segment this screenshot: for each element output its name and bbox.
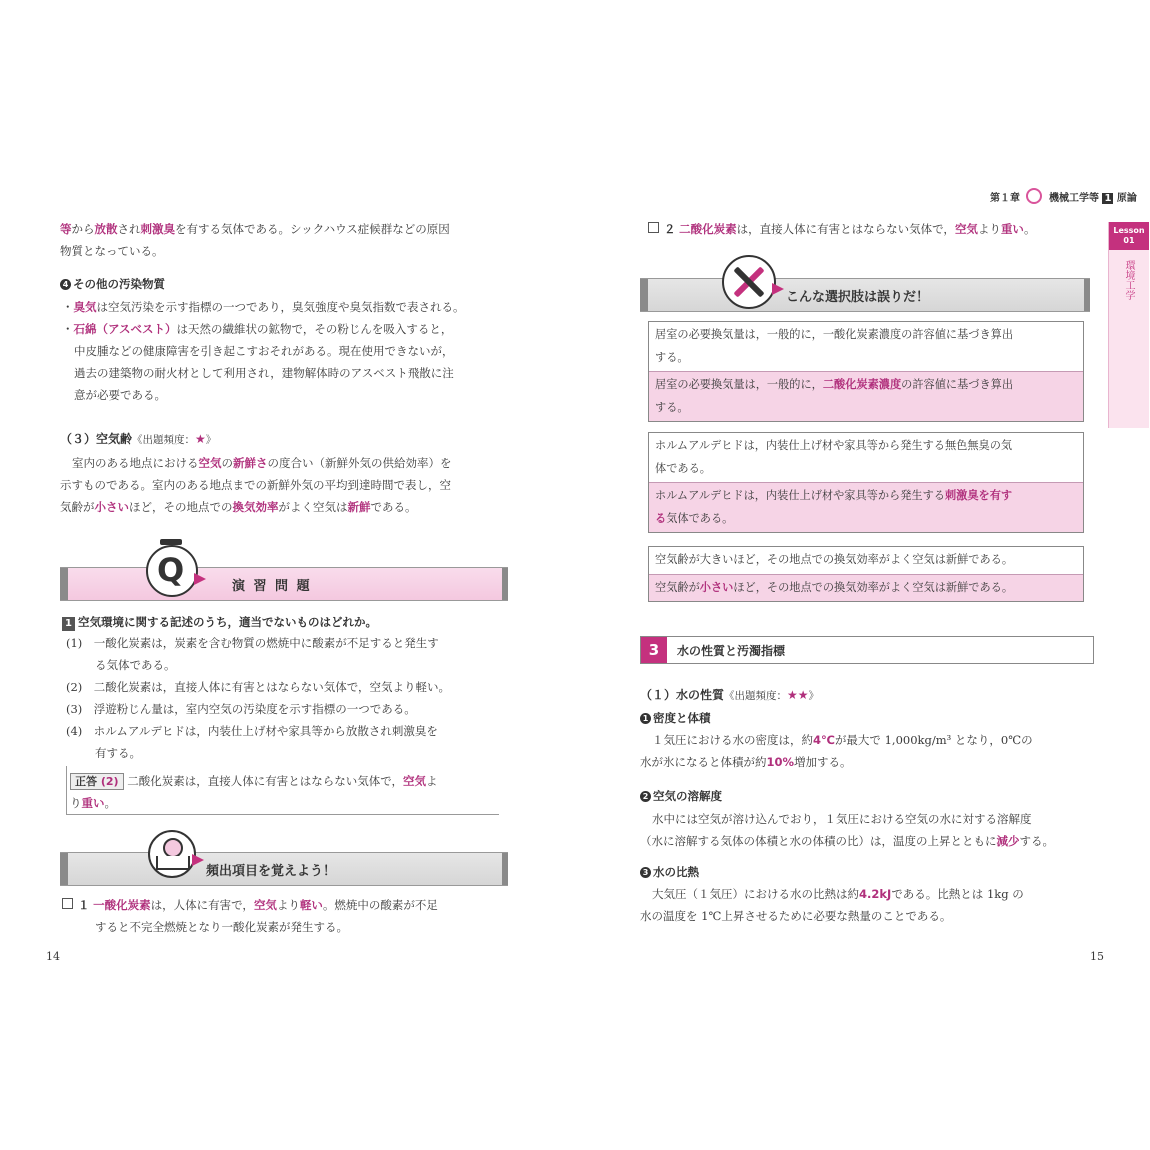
frequent-items-title: 頻出項目を覚えよう！	[206, 864, 337, 879]
corrected-statement: 居室の必要換気量は，一般的に，二酸化炭素濃度の許容値に基づき算出 する。	[649, 371, 1083, 421]
wrong-statement: 空気齢が大きいほど，その地点での換気効率がよく空気は新鮮である。	[655, 553, 1014, 566]
option-1b: る気体である。	[95, 658, 176, 672]
q-icon: Q	[146, 545, 198, 597]
wrong-choice-box-3	[648, 546, 1084, 602]
chapter-label: 第１章	[990, 193, 1020, 204]
section-3-heading	[640, 636, 1094, 664]
answer-line-2: り重い。	[70, 796, 116, 810]
asbestos-line-2: 中皮腫などの健康障害を引き起こすおそれがある。現在使用できないが，	[74, 344, 454, 358]
density-line-2: 水が氷になると体積が約10%増加する。	[640, 755, 852, 769]
specific-heat-line-2: 水の温度を 1℃上昇させるために必要な熱量のことである。	[640, 909, 952, 923]
odor-line: ・臭気は空気汚染を示す指標の一つであり，臭気強度や臭気指数で表される。	[62, 300, 465, 314]
other-pollutants-heading: 4 その他の汚染物質	[60, 276, 165, 292]
solubility-line-1: 水中には空気が溶け込んでおり，１気圧における空気の水に対する溶解度	[652, 812, 1032, 826]
option-4a: (4) ホルムアルデヒドは，内装仕上げ材や家具等から放散され刺激臭を	[66, 724, 438, 738]
side-tab	[1108, 222, 1149, 428]
wrong-choices-title: こんな選択肢は誤りだ！	[786, 290, 930, 305]
asbestos-line-4: 意が必要である。	[74, 388, 166, 402]
frequent-items-banner	[60, 852, 508, 886]
solubility-line-2: （水に溶解する気体の体積と水の体積の比）は，温度の上昇とともに減少する。	[640, 834, 1054, 848]
intro-line-1: 等から放散され刺激臭を有する気体である。シックハウス症候群などの原因	[60, 222, 450, 236]
air-age-line-1: 室内のある地点における空気の新鮮さの度合い（新鮮外気の供給効率）を	[72, 456, 452, 470]
specific-heat-heading: 3 水の比熱	[640, 864, 699, 880]
specific-heat-line-1: 大気圧（１気圧）における水の比熱は約4.2kJである。比熱とは 1kg の	[652, 887, 1024, 901]
section-3-number: 3	[641, 637, 667, 663]
reading-person-icon	[148, 830, 196, 878]
air-age-line-2: 示すものである。室内のある地点までの新鮮外気の平均到達時間で表し，空	[60, 478, 451, 492]
wrong-statement: ホルムアルデヒドは，内装仕上げ材や家具等から発生する無色無臭の気 体である。	[655, 439, 1013, 475]
question-number: 1	[62, 617, 75, 631]
air-age-line-3: 気齢が小さいほど，その地点での換気効率がよく空気は新鮮である。	[60, 500, 417, 514]
option-4b: 有する。	[95, 746, 141, 760]
density-heading: 1 密度と体積	[640, 710, 711, 726]
wrong-statement: 居室の必要換気量は，一般的に，一酸化炭素濃度の許容値に基づき算出 する。	[655, 328, 1014, 364]
section-label: 機械工学等	[1048, 193, 1099, 204]
part-label: 原論	[1116, 193, 1137, 204]
page-number-left: 14	[46, 950, 60, 963]
lesson-badge: Lesson 01	[1109, 222, 1149, 250]
option-3: (3) 浮遊粉じん量は，室内空気の汚染度を示す指標の一つである。	[66, 702, 416, 716]
running-header	[990, 188, 1137, 204]
answer-box: 正答 (2)	[70, 773, 124, 790]
page-number-right: 15	[1090, 950, 1104, 963]
ring-icon	[1026, 188, 1042, 204]
frequent-item-2: ２ 二酸化炭素は，直接人体に有害とはならない気体で，空気より重い。	[648, 218, 1035, 241]
answer-frame	[66, 766, 499, 815]
checkbox-icon	[648, 222, 659, 233]
circled-number: 4	[60, 279, 71, 290]
corrected-statement: 空気齢が小さいほど，その地点での換気効率がよく空気は新鮮である。	[649, 574, 1083, 602]
asbestos-line-1: ・石綿（アスベスト）は天然の繊維状の鉱物で，その粉じんを吸入すると，	[62, 322, 453, 336]
option-2: (2) 二酸化炭素は，直接人体に有害とはならない気体で，空気より軽い。	[66, 680, 451, 694]
wrench-icon	[722, 255, 776, 309]
answer-line-1: 正答 (2) 二酸化炭素は，直接人体に有害とはならない気体で，空気よ	[70, 770, 438, 794]
water-heading: （１）水の性質《出題頻度：★★》	[640, 688, 820, 702]
exercise-banner	[60, 567, 508, 601]
solubility-heading: 2 空気の溶解度	[640, 788, 722, 804]
intro-line-2: 物質となっている。	[60, 244, 164, 258]
wrong-choices-banner	[640, 278, 1090, 312]
wrong-choice-box-2	[648, 432, 1084, 533]
asbestos-line-3: 過去の建築物の耐火材として利用され，建物解体時のアスベスト飛散に注	[74, 366, 454, 380]
exercise-banner-title: 演 習 問 題	[232, 579, 312, 594]
frequent-item-1-line-1: １ 一酸化炭素は，人体に有害で，空気より軽い。燃焼中の酸素が不足	[62, 894, 438, 917]
part-number: 1	[1104, 193, 1112, 204]
corrected-statement: ホルムアルデヒドは，内装仕上げ材や家具等から発生する刺激臭を有す る気体である。	[649, 482, 1083, 532]
checkbox-icon	[62, 898, 73, 909]
question-stem: 1 空気環境に関する記述のうち，適当でないものはどれか。	[62, 614, 377, 631]
section-3-title: 水の性質と汚濁指標	[677, 644, 786, 658]
air-age-heading: （３）空気齢《出題頻度：★》	[60, 432, 217, 446]
density-line-1: １気圧における水の密度は，約4℃が最大で 1,000kg/m³ となり，0℃の	[652, 733, 1033, 747]
wrong-choice-box-1	[648, 321, 1084, 422]
frequent-item-1-line-2: すると不完全燃焼となり一酸化炭素が発生する。	[95, 920, 348, 934]
option-1a: (1) 一酸化炭素は，炭素を含む物質の燃焼中に酸素が不足すると発生す	[66, 636, 439, 650]
side-tab-label: 環境工学	[1123, 260, 1134, 300]
